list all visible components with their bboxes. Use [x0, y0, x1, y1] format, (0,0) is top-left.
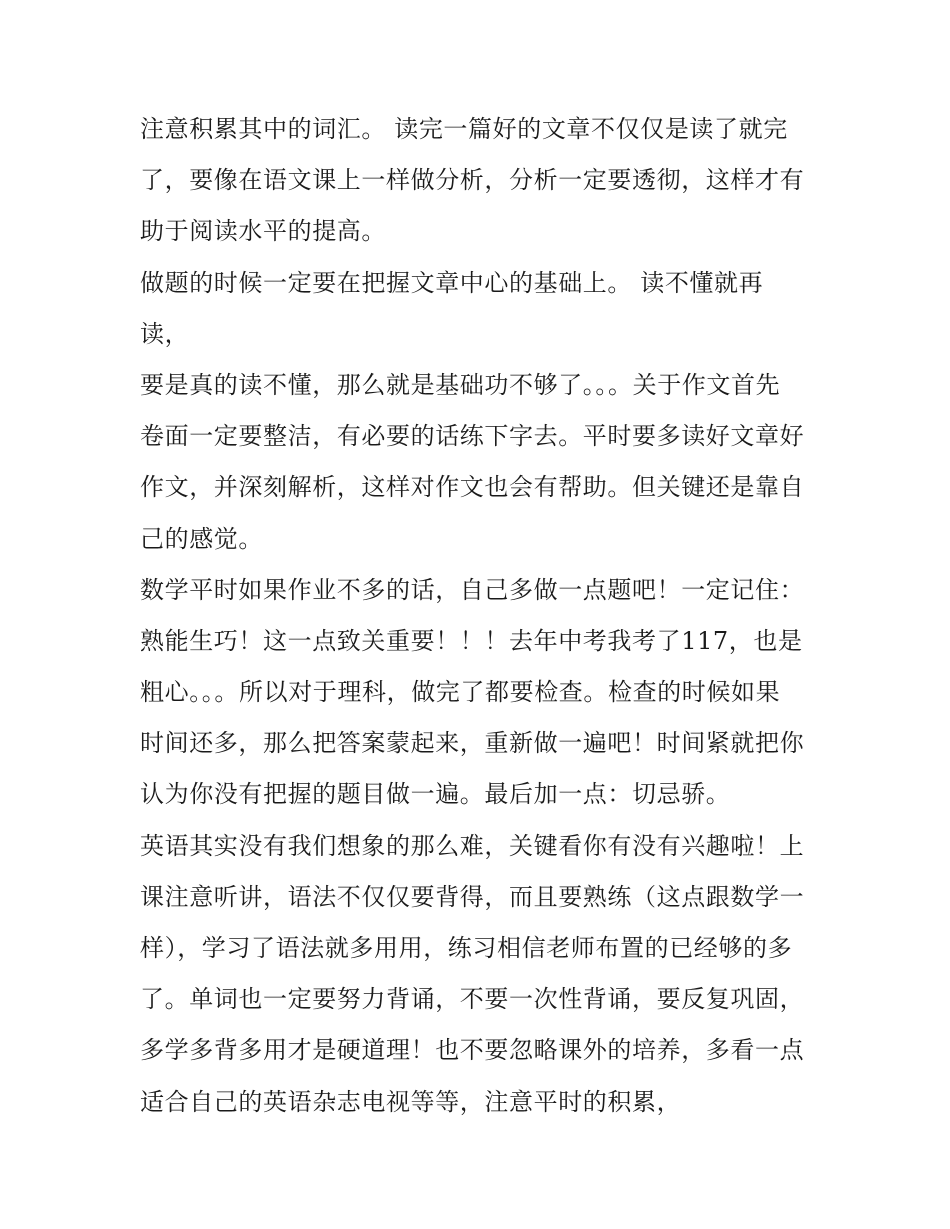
text-line-20: 适合自己的英语杂志电视等等，注意平时的积累，	[140, 1087, 682, 1116]
text-line-8: 作文，并深刻解析，这样对作文也会有帮助。但关键还是靠自	[140, 473, 805, 502]
text-line-13: 时间还多，那么把答案蒙起来，重新做一遍吧！时间紧就把你	[140, 729, 805, 758]
text-line-4: 做题的时候一定要在把握文章中心的基础上。 读不懂就再	[140, 268, 764, 297]
text-line-16: 课注意听讲，语法不仅仅要背得，而且要熟练（这点跟数学一	[140, 882, 805, 911]
text-line-9: 己的感觉。	[140, 524, 263, 553]
text-line-15: 英语其实没有我们想象的那么难，关键看你有没有兴趣啦！上	[140, 831, 805, 860]
text-line-18: 了。单词也一定要努力背诵，不要一次性背诵，要反复巩固，	[140, 985, 805, 1014]
text-line-5: 读，	[140, 319, 190, 348]
text-line-6: 要是真的读不懂，那么就是基础功不够了。。。关于作文首先	[140, 370, 781, 399]
text-line-12: 粗心。。。所以对于理科，做完了都要检查。检查的时候如果	[140, 678, 781, 707]
text-line-2: 了，要像在语文课上一样做分析，分析一定要透彻，这样才有	[140, 166, 805, 195]
text-line-11: 熟能生巧！这一点致关重要！！！去年中考我考了117，也是	[140, 626, 803, 655]
text-line-17: 样），学习了语法就多用用，练习相信老师布置的已经够的多	[140, 934, 793, 962]
text-line-1: 注意积累其中的词汇。 读完一篇好的文章不仅仅是读了就完	[140, 115, 788, 143]
text-line-10: 数学平时如果作业不多的话，自己多做一点题吧！一定记住：	[140, 575, 805, 604]
body-text	[140, 104, 815, 1128]
text-line-19: 多学多背多用才是硬道理！也不要忽略课外的培养，多看一点	[140, 1036, 805, 1065]
text-line-3: 助于阅读水平的提高。	[140, 217, 386, 246]
text-line-7: 卷面一定要整洁，有必要的话练下字去。平时要多读好文章好	[140, 422, 805, 451]
text-line-14: 认为你没有把握的题目做一遍。最后加一点：切忌骄。	[140, 780, 731, 809]
